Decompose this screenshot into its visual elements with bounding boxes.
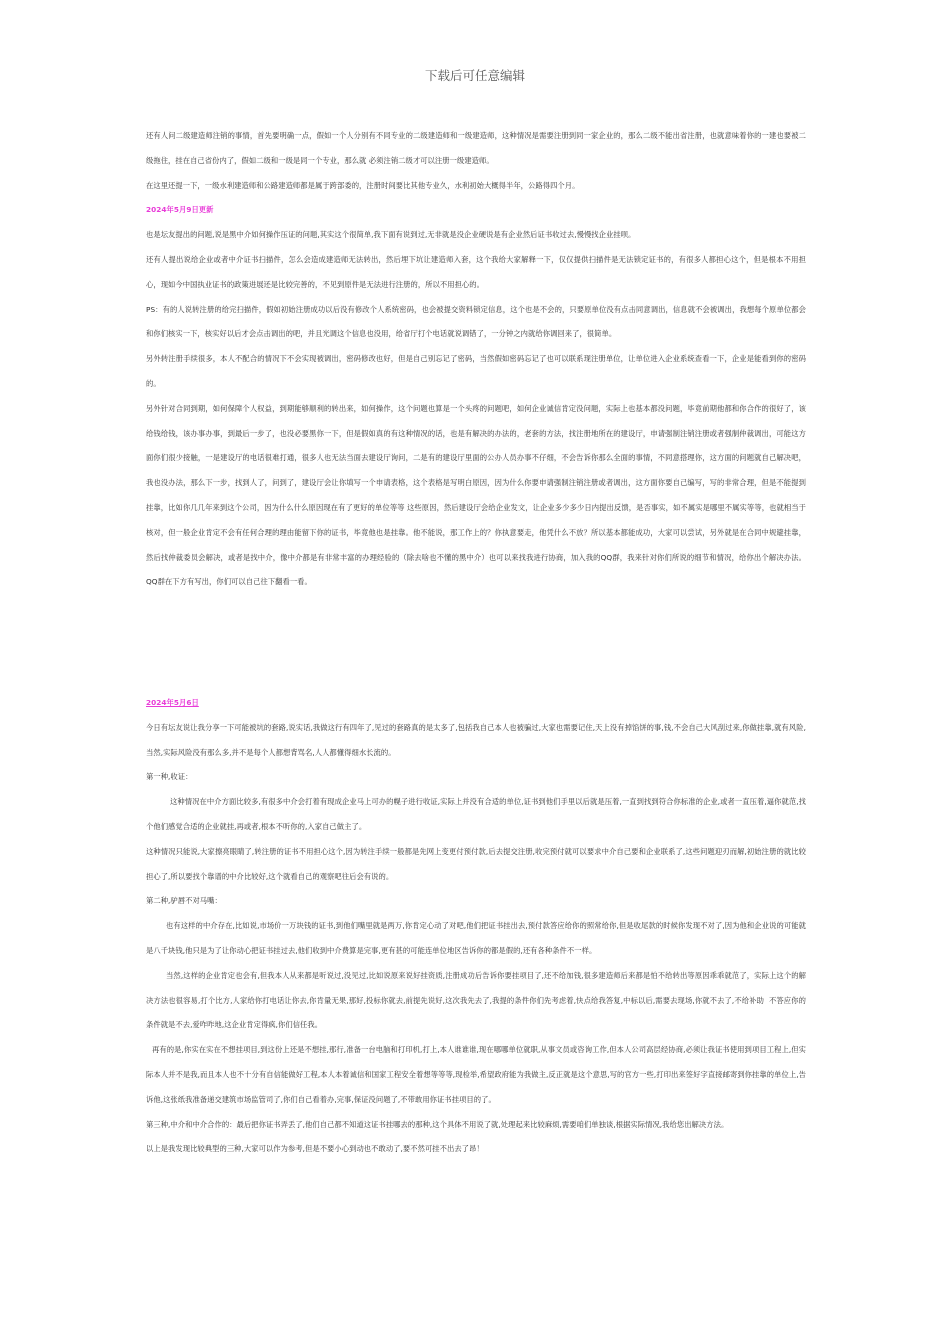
update-date-label: 2024年5月9日更新 — [146, 205, 214, 215]
paragraph: PS：有的人说转注册的给完扫描件，假如初始注册成功以后没有修改个人系统密码，也会被提交资料锁定信息，这个也是不会的，只要原单位没有点击同意调出，信息就不会被调出，我想每个原单位都会和你们核实一下，核实好以后才会点击调出的吧，并且光调这个信息也没用，给省厅打个电话就说调错了，一分钟之内就给你调回来了，很简单。 — [146, 304, 806, 339]
paragraph: 另外针对合同到期，如何保障个人权益，到期能够顺利的转出来，如何操作，这个问题也算是一个头疼的问题吧，如何企业诚信肯定没问题，实际上也基本都没问题，毕竟前期他都和你合作的很好了，该给钱给钱，该办事办事，到最后一步了，也没必要黑你一下，但是假如真的有这种情况的话，也是有解决的办法的，老套的方法，找注册地所在的建设厅，申请强制注销注册或者强制仲裁调出，可能这方面你们很少接触，一是建设厅的电话很难打通，很多人也无法当面去建设厅询问，二是有的建设厅里面的公办人员办事不仔细，不会告诉你那么全面的事情，不同意搭理你，这方面的问题就自己解决吧，我也没办法，那么下一步，找到人了，问到了，建设厅会让你填写一个申请表格，这个表格是写明白原因，因为什么你要申请强制注销注册或者调出，这方面你要自己编写，写的非常合理，但是不能提到挂靠，比如你几几年来到这个公司，因为什么什么原因现在有了更好的单位等等 这些原因，然后建设厅会给企业发文，让企业多少多少日内提出反馈，是否事实，如不属实是哪里不属实等等，也就相当于核对，但一般企业肯定不会有任何合理的理由能留下你的证书，毕竟他也是挂靠。他不能说，那工作上的？你执意要走，他凭什么不放？所以基本都能成功，大家可以尝试，另外就是在合同中规避挂靠，然后找仲裁委员会解决，或者是找中介，像中介都是有非常丰富的办理经验的（除去啥也不懂的黑中介）也可以来找我进行协商，加入我的QQ群，我来针对你们所说的细节和情况，给你出个解决办法。QQ群在下方有写出，你们可以自己往下翻看一看。 — [146, 403, 806, 587]
page-header-title: 下载后可任意编辑 — [424, 68, 525, 83]
update-date-label: 2024年5月6日 — [146, 698, 199, 707]
paragraph: 另外转注册手续很多，本人不配合的情况下不会实现被调出，密码修改也好，但是自己别忘记了密码，当然假如密码忘记了也可以联系现注册单位，让单位进入企业系统查看一下，企业是能看到你的密码的。 — [146, 354, 806, 388]
paragraph: 也是坛友提出的问题,说是黑中介如何操作压证的问题,其实这个很简单,我下面有说到过,无非就是没企业硬说是有企业然后证书收过去,慢慢找企业挂呗。 — [146, 230, 636, 240]
paragraph: 今日有坛友说让我分享一下可能被坑的套路,说实话,我做这行有四年了,见过的套路真的是太多了,包括我自己本人也被骗过,大家也需要记住,天上没有掉馅饼的事,钱,不会自己大风刮过来,你做挂靠,就有风险,当然,实际风险没有那么多,并不是每个人都想背骂名,人人都懂得细水长流的。 — [146, 722, 806, 757]
paragraph: 以上是我发现比较典型的三种,大家可以作为参考,但是不要小心到动也不敢动了,要不然可挂不出去了昂！ — [146, 1144, 484, 1154]
paragraph: 还有人提出说给企业或者中介证书扫描件，怎么会造成建造师无法转出，然后埋下坑让建造师入套，这个我给大家解释一下，仅仅提供扫描件是无法锁定证书的，有很多人都担心这个，但是根本不用担心，现如今中国执业证书的政策进展还是比较完善的，不见到原件是无法进行注册的，所以不用担心的。 — [146, 254, 806, 289]
subheading: 第二种,驴唇不对马嘴： — [146, 896, 222, 906]
paragraph: 这种情况在中介方面比较多,有很多中介会打着有现成企业马上可办的幌子进行收证,实际上并没有合适的单位,证书到他们手里以后就是压着,一直到找到符合你标准的企业,或者一直压着,逼你就范,找个他们感觉合适的企业就挂,再或者,根本不听你的,入家自己做主了。 — [146, 797, 806, 831]
paragraph: 第三种,中介和中介合作的：最后把你证书弄丢了,他们自己都不知道这证书挂哪去的那种,这个具体不用说了就,处理起来比较麻烦,需要咱们单独谈,根据实际情况,我给您出解决方法。 — [146, 1119, 729, 1129]
paragraph: 也有这样的中介存在,比如说,市场价一万块钱的证书,到他们嘴里就是两万,你肯定心动了对吧,他们把证书挂出去,预付款答应给你的照常给你,但是收尾款的时候你发现不对了,因为他和企业说的可能就是八千块钱,他只是为了让你动心把证书挂过去,他们收到中介费算是完事,更有甚的可能连单位地区告诉你的都是假的,还有各种条件不一样。 — [146, 921, 806, 955]
paragraph: 当然,这样的企业肯定也会有,但我本人从来都是听说过,没见过,比如说原来说好挂资质,注册成功后告诉你要挂项目了,还不给加钱,很多建造师后来都是怕不给转出等原因乖乖就范了，实际上这个的解决方法也很容易,打个比方,人家给你打电话让你去,你肯量无果,那好,投标你就去,前提先说好,这次我先去了,我提的条件你们先考虑着,快点给我答复,中标以后,需要去现场,你就不去了,不给补助 不答应你的条件就是不去,爱咋咋地,这企业肯定得疯,你们信任我。 — [146, 970, 806, 1030]
paragraph: 还有人问二级建造师注销的事情，首先要明确一点，假如一个人分别有不同专业的二级建造师和一级建造师，这种情况是需要注册到同一家企业的，那么二级不能出省注册，也就意味着你的一建也要被二级拖住，挂在自己省份内了，假如二级和一级是同一个专业，那么就 必须注销二级才可以注册一级建造师。 — [146, 131, 806, 165]
paragraph: 这种情况只能说,大家擦亮眼睛了,转注册的证书不用担心这个,因为转注手续一般都是先网上变更付预付款,后去提交注册,收完预付就可以要求中介自己要和企业联系了,这些问题迎刃而解,初始注册的就比较担心了,所以要找个靠谱的中介比较好,这个就看自己的观察吧往后会有说的。 — [146, 846, 806, 881]
paragraph: 再有的是,你实在实在不想挂项目,到这份上还是不想挂,那行,准备一台电脑和打印机,打上,本人谁谁谁,现在哪哪单位就职,从事文员或咨询工作,但本人公司高层经协商,必须让我证书使用到项目工程上,但实际本人并不是我,而且本人也不十分有自信能做好工程,本人本着诚信和国家工程安全着想等等等,现检举,希望政府能为我做主,反正就是这个意思,写的官方一些,打印出来签好字直接邮寄到你挂靠的单位上,告诉他,这张纸我准备递交建筑市场监管司了,你们自己看着办,完事,保证没问题了,不带敢用你证书挂项目的了。 — [146, 1045, 806, 1104]
document-section-2 — [146, 691, 806, 1162]
paragraph: 在这里还提一下，一级水利建造师和公路建造师都是属于跨部委的，注册时间要比其他专业久，水利初始大概得半年，公路得四个月。 — [146, 180, 580, 190]
subheading: 第一种,收证： — [146, 772, 193, 782]
document-section-1 — [146, 124, 806, 595]
